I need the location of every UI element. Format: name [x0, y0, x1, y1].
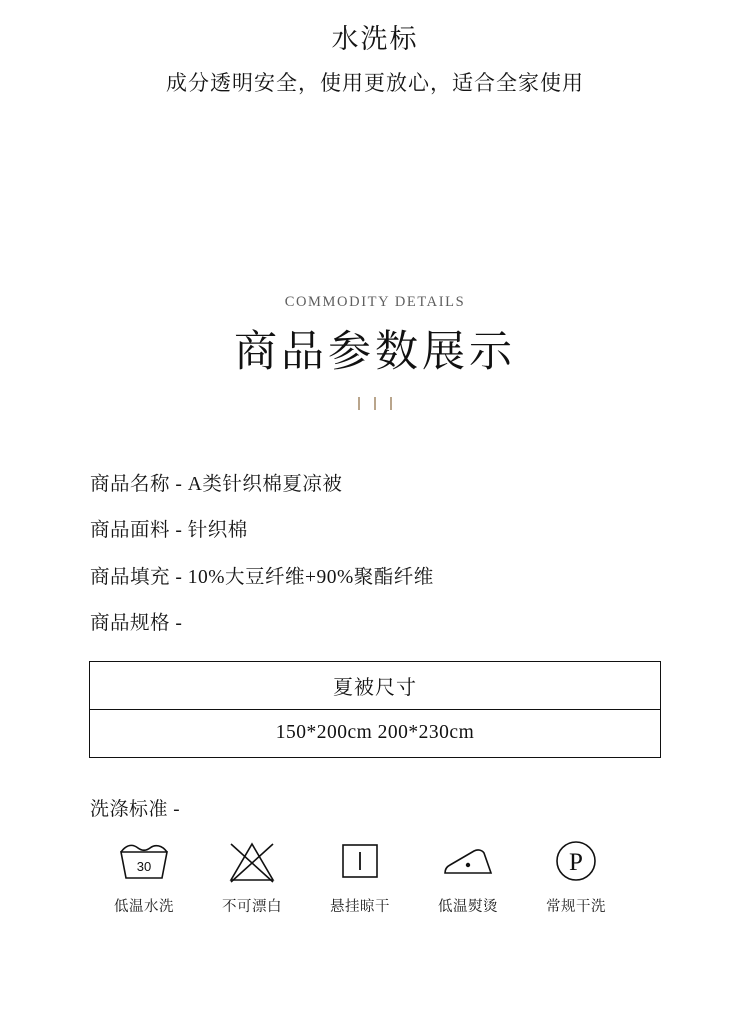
spec-label: 商品规格 - — [90, 612, 183, 634]
table-row — [90, 710, 660, 757]
line-dry-hang-icon — [338, 835, 382, 887]
table-row — [90, 662, 660, 710]
care-item-bleach — [198, 835, 306, 916]
table-cell: 150*200cm 200*230cm — [275, 722, 475, 744]
spec-row — [90, 609, 750, 639]
page-title: 水洗标 — [331, 24, 419, 54]
spec-value: A类针织棉夏凉被 — [187, 474, 343, 496]
care-caption: 不可漂白 — [222, 898, 282, 915]
spec-row — [90, 470, 750, 500]
spec-label: 商品填充 - — [90, 566, 188, 588]
care-caption: 悬挂晾干 — [330, 898, 390, 915]
section-heading — [0, 294, 750, 410]
no-bleach-triangle-icon — [225, 835, 279, 887]
care-item-iron — [414, 835, 522, 916]
table-header-cell: 夏被尺寸 — [333, 676, 417, 699]
care-section — [0, 794, 750, 916]
spec-value: 针织棉 — [187, 520, 248, 542]
divider-bar — [390, 397, 392, 410]
svg-text:30: 30 — [136, 858, 152, 874]
care-caption: 低温水洗 — [114, 898, 174, 915]
spec-label: 商品面料 - — [90, 520, 188, 542]
spec-label: 商品名称 - — [90, 474, 188, 496]
dry-clean-p-icon — [552, 835, 600, 887]
care-label: 洗涤标准 - — [90, 798, 181, 820]
divider-bar — [358, 397, 360, 410]
care-item-dryclean — [522, 835, 630, 916]
spec-list — [0, 470, 750, 639]
wash-tub-30-icon — [117, 835, 171, 887]
spec-value: 10%大豆纤维+90%聚酯纤维 — [187, 566, 434, 588]
svg-text:P: P — [569, 848, 583, 876]
care-caption: 常规干洗 — [546, 898, 606, 915]
divider-ornament — [358, 397, 392, 410]
spec-row — [90, 516, 750, 546]
section-title: 商品参数展示 — [234, 329, 516, 377]
spec-row — [90, 563, 750, 593]
care-item-dry — [306, 835, 414, 916]
page-header — [0, 0, 750, 98]
care-caption: 低温熨烫 — [438, 898, 498, 915]
page-subtitle: 成分透明安全，使用更放心，适合全家使用 — [166, 71, 584, 96]
size-table — [89, 661, 661, 758]
low-iron-icon — [440, 835, 496, 887]
care-icon-row — [90, 835, 750, 916]
section-eyebrow: COMMODITY DETAILS — [284, 294, 466, 311]
divider-bar — [374, 397, 376, 410]
care-item-wash — [90, 835, 198, 916]
